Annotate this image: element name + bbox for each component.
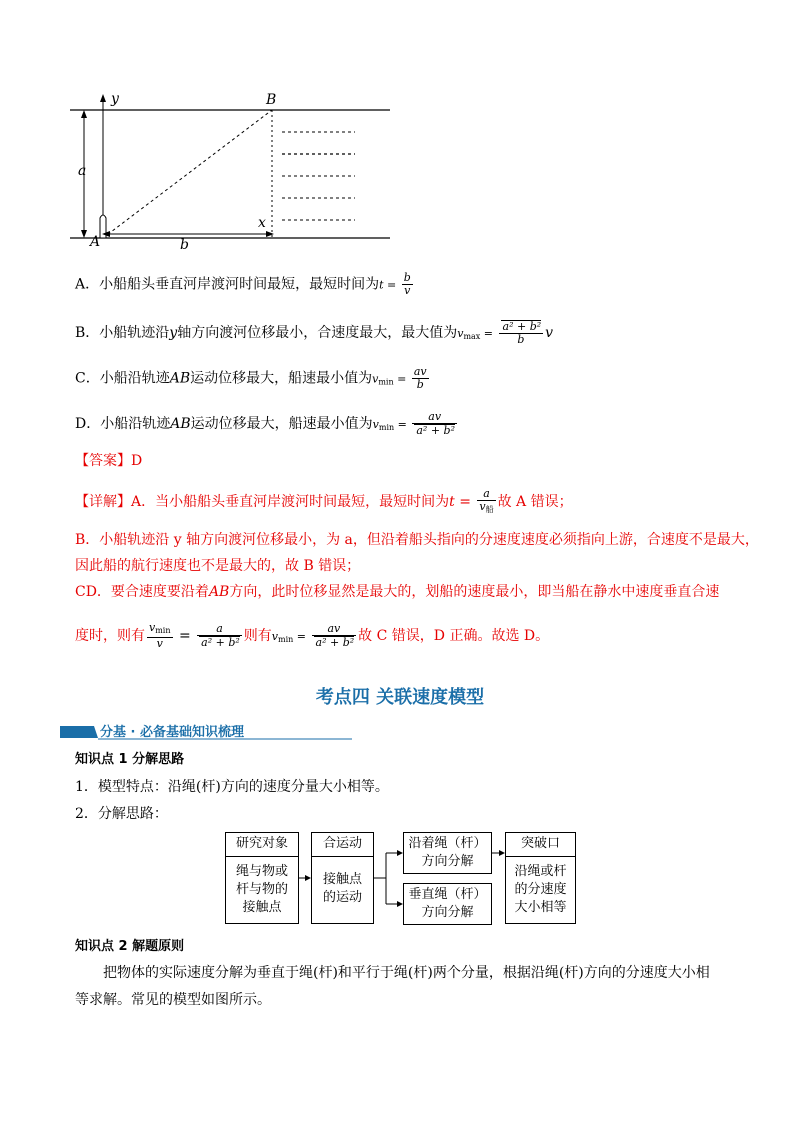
flow-box-research-object: 研究对象 绳与物或 杆与物的 接触点 xyxy=(225,832,299,924)
fraction: $\frac{a}{v_船}$ xyxy=(479,487,494,514)
explanation-line-3: 因此船的航行速度也不是最大的，故 B 错误； xyxy=(75,558,361,574)
explanation-line-2: B．小船轨迹沿 y 轴方向渡河位移最小，为 a，但沿着船头指向的分速度速度必须指向上游，合速度不是最大， xyxy=(75,532,759,548)
banner-label: 分基 · 必备基础知识梳理 xyxy=(100,725,244,740)
knowledge2-para-line1: 把物体的实际速度分解为垂直于绳(杆)和平行于绳(杆)两个分量，根据沿绳(杆)方向的分速度大小相 xyxy=(103,965,710,981)
explanation-line-4: CD．要合速度要沿着AB方向，此时位移显然是最大的，划船的速度最小，即当船在静水中速度垂直合速 xyxy=(75,584,720,600)
option-a: A．小船船头垂直河岸渡河时间最短，最短时间为t = $\frac{b}{v}$ xyxy=(75,271,411,297)
flow-box-along-rope: 沿着绳（杆） 方向分解 xyxy=(403,832,492,874)
knowledge2-para-line2: 等求解。常见的模型如图所示。 xyxy=(75,992,271,1008)
section-title: 考点四 关联速度模型 xyxy=(315,687,485,708)
option-d: D．小船沿轨迹AB运动位移最大，船速最小值为$v_{min}$ = $\frac{av}{\text{a² + b²}}$ xyxy=(75,410,456,437)
fraction: $\frac{v_{min}}{v}$ xyxy=(149,621,171,650)
knowledge1-title: 知识点 1 分解思路 xyxy=(75,752,185,767)
option-c: C．小船沿轨迹AB运动位移最大，船速最小值为$v_{min}$ = $\frac{av}{b}$ xyxy=(75,365,427,391)
knowledge1-item2: 2．分解思路： xyxy=(75,806,168,822)
label-b: b xyxy=(180,237,189,253)
label-y: y xyxy=(111,91,119,107)
answer-line: 【答案】D xyxy=(75,453,143,469)
flow-box-perpendicular: 垂直绳（杆） 方向分解 xyxy=(403,883,492,925)
label-b-point: B xyxy=(266,92,277,108)
fraction: $\frac{\text{a² + b²}}{b}$ xyxy=(499,320,544,346)
knowledge2-title: 知识点 2 解题原则 xyxy=(75,939,185,954)
knowledge1-item1: 1．模型特点：沿绳(杆)方向的速度分量大小相等。 xyxy=(75,779,389,795)
label-x: x xyxy=(258,215,266,231)
flow-box-breakthrough: 突破口 沿绳或杆 的分速度 大小相等 xyxy=(505,832,576,924)
label-a-point: A xyxy=(90,234,101,250)
fraction: $\frac{av}{\text{a² + b²}}$ xyxy=(312,623,357,649)
flow-box-resultant-motion: 合运动 接触点 的运动 xyxy=(311,832,374,924)
explanation-line-1: 【详解】A．当小船船头垂直河岸渡河时间最短，最短时间为t = $\frac{a}{v_船}$ 故 A 错误； xyxy=(75,487,573,514)
explanation-line-5: 度时，则有 $\frac{v_{min}}{v}$ = $\frac{a}{\text{a² + b²}}$ 则有$v_{min}$ = $\frac{av}{\text{a² + b²}}$ 故 C 错误，D 正确。故选 D。 xyxy=(75,621,550,650)
fraction: $\frac{a}{\text{a² + b²}}$ xyxy=(197,623,242,649)
label-a: a xyxy=(78,163,87,179)
fraction: $\frac{av}{b}$ xyxy=(413,365,427,391)
fraction: $\frac{av}{\text{a² + b²}}$ xyxy=(412,411,457,437)
fraction: $\frac{b}{v}$ xyxy=(403,271,411,297)
option-b: B．小船轨迹沿y轴方向渡河位移最小，合速度最大，最大值为$v_{max}$ = $\frac{\text{a² + b²}}{b}$ v xyxy=(75,320,554,346)
